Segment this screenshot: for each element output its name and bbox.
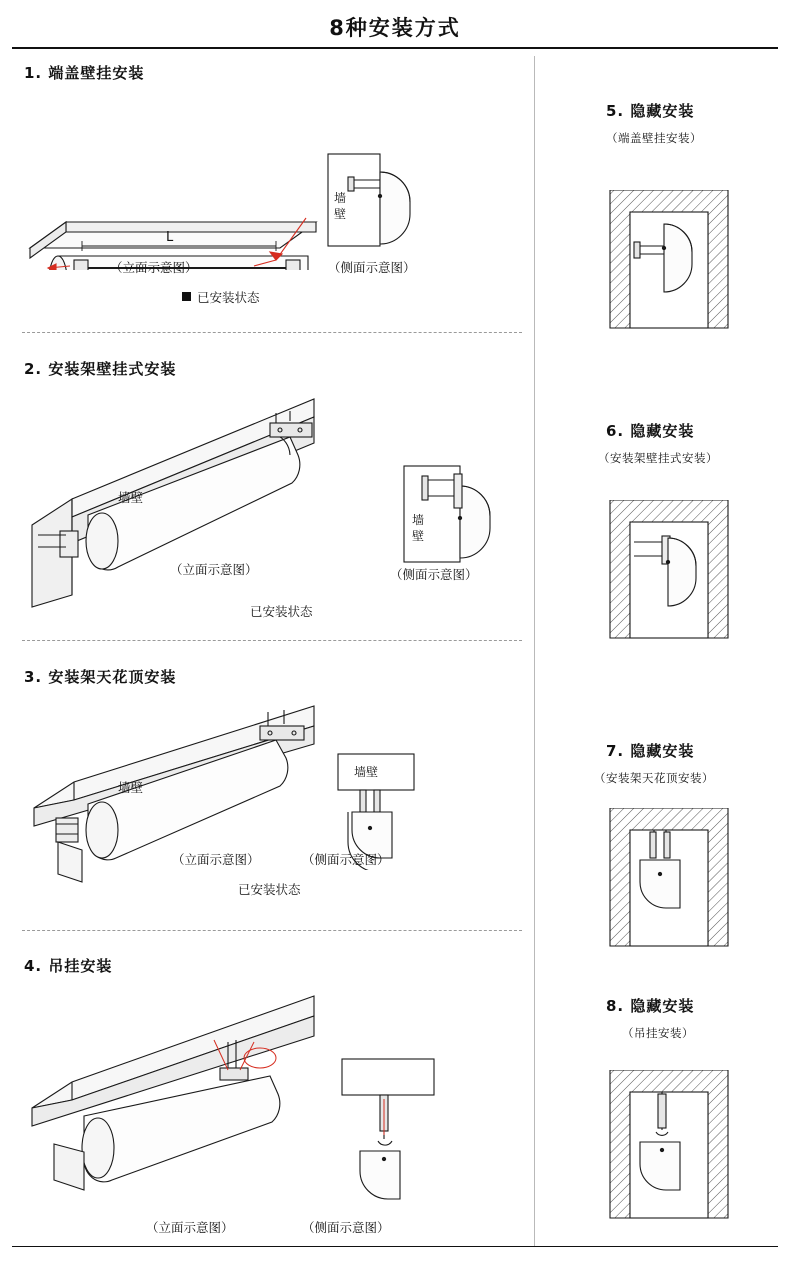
section-2-wall-label: 墙壁: [118, 490, 144, 505]
status-bullet-icon: [182, 292, 191, 301]
section-3-status: 已安装状态: [238, 882, 301, 897]
section-1-side-caption: （侧面示意图）: [328, 260, 416, 275]
section-4-side-caption: （侧面示意图）: [302, 1220, 390, 1235]
section-4-side-illustration: [330, 1055, 460, 1205]
section-7-subheading: （安装架天花顶安装）: [594, 771, 714, 785]
section-2-heading: 2. 安装架壁挂式安装: [24, 360, 177, 378]
section-7-illustration: [604, 808, 734, 948]
section-4-front-caption: （立面示意图）: [146, 1220, 234, 1235]
svg-text:墙: 墙: [334, 191, 347, 205]
section-5-subheading: （端盖壁挂安装）: [606, 131, 702, 145]
svg-text:L: L: [166, 230, 174, 245]
section-6-subheading: （安装架壁挂式安装）: [598, 451, 718, 465]
svg-text:墙: 墙: [412, 513, 425, 527]
section-2-front-caption: （立面示意图）: [170, 562, 258, 577]
bottom-divider: [12, 1246, 778, 1247]
column-divider: [534, 56, 535, 1246]
section-2-side-caption: （侧面示意图）: [390, 567, 478, 582]
section-3-front-caption: （立面示意图）: [172, 852, 260, 867]
section-separator-2: [22, 640, 522, 641]
svg-text:墙壁: 墙壁: [354, 765, 379, 779]
section-3-side-caption: （侧面示意图）: [302, 852, 390, 867]
title-divider: [12, 47, 778, 49]
section-6-heading: 6. 隐藏安装: [606, 422, 695, 440]
section-8-subheading: （吊挂安装）: [622, 1026, 694, 1040]
section-3-wall-label: 墙壁: [118, 780, 144, 795]
page-title: 8种安装方式: [329, 16, 461, 40]
section-1-heading: 1. 端盖壁挂安装: [24, 64, 145, 82]
svg-text:壁: 壁: [334, 207, 347, 221]
section-2-side-illustration: [398, 462, 528, 582]
section-7-heading: 7. 隐藏安装: [606, 742, 695, 760]
section-4-front-illustration: [14, 990, 324, 1210]
section-3-heading: 3. 安装架天花顶安装: [24, 668, 177, 686]
section-3-front-illustration: [14, 700, 324, 900]
section-1-front-illustration: [18, 100, 318, 270]
svg-text:壁: 壁: [412, 529, 425, 543]
section-4-heading: 4. 吊挂安装: [24, 957, 113, 975]
section-8-heading: 8. 隐藏安装: [606, 997, 695, 1015]
section-1-side-illustration: [322, 150, 452, 260]
section-8-illustration: [604, 1070, 734, 1220]
section-5-heading: 5. 隐藏安装: [606, 102, 695, 120]
section-1-front-caption: （立面示意图）: [110, 260, 198, 275]
section-2-front-illustration: [14, 395, 324, 615]
section-5-illustration: [604, 190, 734, 330]
section-separator-3: [22, 930, 522, 931]
section-separator-1: [22, 332, 522, 333]
section-1-status: 已安装状态: [182, 288, 260, 306]
section-6-illustration: [604, 500, 734, 640]
section-2-status: 已安装状态: [250, 604, 313, 619]
